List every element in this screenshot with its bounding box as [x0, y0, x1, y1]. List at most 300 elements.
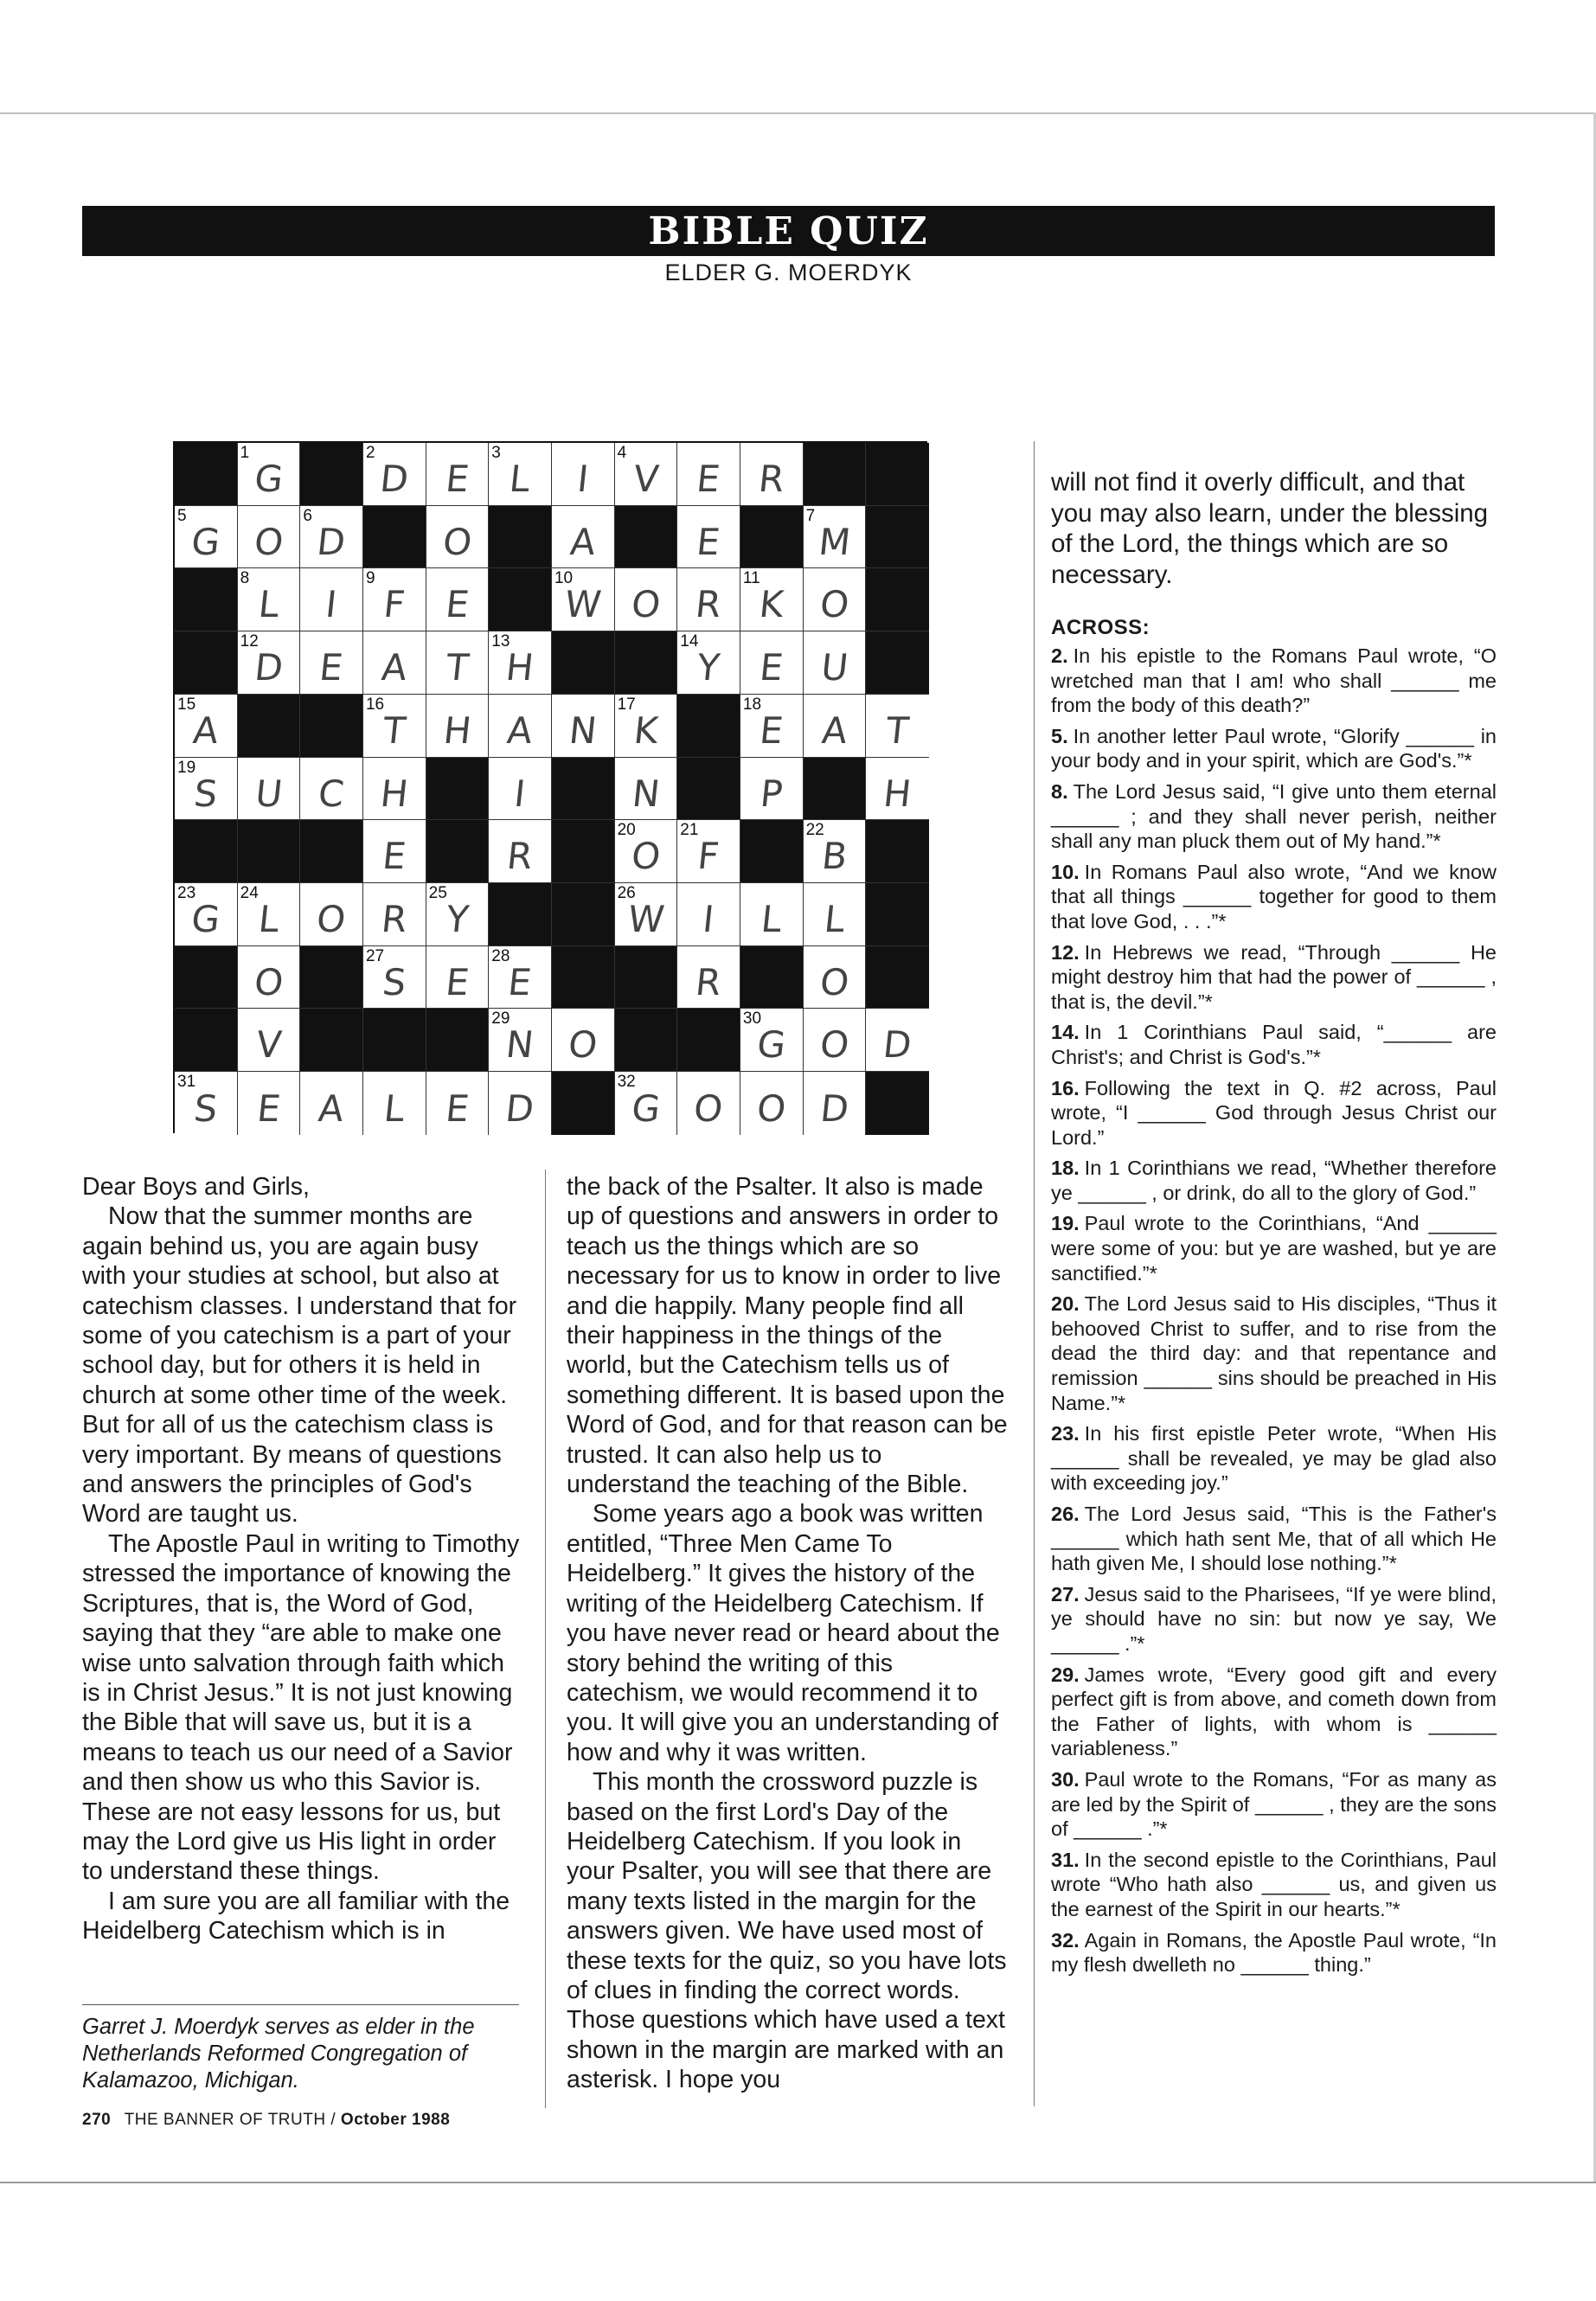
page-title: BIBLE QUIZ [648, 208, 929, 253]
grid-cell-black [175, 443, 238, 506]
grid-cell[interactable] [804, 631, 867, 695]
clue-text: Jesus said to the Pharisees, “If ye were blind, ye should have no sin: but now ye say, We ______ .”* [1051, 1582, 1497, 1655]
handwritten-letter: S [191, 1087, 220, 1131]
grid-cell[interactable] [489, 631, 552, 695]
handwritten-letter: G [629, 1087, 663, 1131]
grid-cell-black [804, 758, 867, 821]
across-clue [1051, 1582, 1497, 1657]
grid-cell[interactable] [677, 568, 740, 631]
grid-cell[interactable] [677, 820, 740, 883]
handwritten-letter: A [819, 709, 849, 753]
handwritten-letter: O [629, 583, 663, 626]
grid-cell[interactable] [552, 1009, 615, 1072]
clue-number: 28 [491, 946, 510, 965]
grid-cell[interactable] [615, 820, 678, 883]
handwritten-letter: O [252, 521, 285, 564]
handwritten-letter: O [754, 1087, 788, 1131]
grid-cell[interactable] [300, 506, 363, 569]
clue-text: The Lord Jesus said, “I give unto them eternal ______ ; and they shall never perish, neither shall any man pluck them out of My hand.”* [1051, 779, 1497, 853]
clue-number: 19. [1051, 1212, 1080, 1235]
grid-cell[interactable] [426, 946, 490, 1009]
grid-cell[interactable] [426, 695, 490, 758]
handwritten-letter: N [630, 772, 662, 815]
grid-cell-black [740, 820, 804, 883]
grid-cell-black [175, 946, 238, 1009]
clue-number: 14. [1051, 1021, 1080, 1044]
grid-cell[interactable] [615, 695, 678, 758]
across-clue [1051, 724, 1497, 773]
issue-date: October 1988 [340, 2111, 451, 2129]
grid-cell-black [866, 883, 929, 946]
grid-cell-black [363, 1009, 426, 1072]
grid-cell[interactable] [552, 443, 615, 506]
handwritten-letter: D [378, 458, 411, 501]
handwritten-letter: V [253, 1023, 284, 1067]
handwritten-letter: L [507, 458, 533, 501]
clue-number: 26 [617, 884, 636, 903]
handwritten-letter: O [315, 898, 349, 941]
note-divider [82, 2004, 519, 2005]
handwritten-letter: E [443, 1087, 471, 1131]
grid-cell-black [426, 820, 490, 883]
across-clue [1051, 1076, 1497, 1150]
grid-cell[interactable] [300, 568, 363, 631]
grid-cell[interactable] [426, 568, 490, 631]
clue-number: 23 [177, 884, 196, 903]
grid-cell-black [866, 631, 929, 695]
grid-cell[interactable] [552, 695, 615, 758]
clue-number: 27. [1051, 1582, 1080, 1606]
grid-cell-black [615, 1009, 678, 1072]
handwritten-letter: G [252, 458, 285, 501]
clue-number: 6 [303, 506, 312, 525]
grid-cell[interactable] [866, 1009, 929, 1072]
clue-text: The Lord Jesus said to His disciples, “Thus it behooved Christ to suffer, and to rise from the dead the third day: and that repentance and remission ______ sins should be preached in His Name.”* [1051, 1292, 1497, 1414]
grid-cell[interactable] [615, 758, 678, 821]
grid-cell[interactable] [426, 1072, 490, 1135]
grid-cell[interactable] [615, 443, 678, 506]
letter-column-middle [567, 1172, 1008, 2095]
handwritten-letter: R [756, 458, 786, 501]
letter-column-left [82, 1172, 523, 1946]
grid-cell[interactable] [740, 631, 804, 695]
page-number: 270 [82, 2111, 112, 2129]
handwritten-letter: U [253, 772, 285, 815]
across-clue [1051, 1421, 1497, 1496]
grid-cell[interactable] [489, 695, 552, 758]
clue-number: 20 [617, 821, 636, 840]
clue-number: 10. [1051, 860, 1080, 883]
handwritten-letter: W [625, 898, 666, 941]
handwritten-letter: O [817, 961, 851, 1004]
clue-number: 8. [1051, 779, 1068, 803]
grid-cell-black [615, 506, 678, 569]
handwritten-letter: K [631, 709, 660, 753]
handwritten-letter: Y [444, 898, 471, 941]
clue-number: 30. [1051, 1767, 1080, 1791]
clue-number: 23. [1051, 1422, 1080, 1445]
across-clue [1051, 1211, 1497, 1285]
handwritten-letter: E [317, 646, 345, 689]
handwritten-letter: G [189, 898, 222, 941]
grid-cell[interactable] [804, 1072, 867, 1135]
grid-cell[interactable] [175, 1072, 238, 1135]
grid-cell[interactable] [363, 443, 426, 506]
handwritten-letter: E [443, 458, 471, 501]
handwritten-letter: E [695, 521, 722, 564]
handwritten-letter: A [379, 646, 409, 689]
clue-number: 12. [1051, 940, 1080, 964]
grid-cell-black [866, 506, 929, 569]
grid-cell[interactable] [866, 758, 929, 821]
handwritten-letter: C [316, 772, 347, 815]
grid-cell[interactable] [740, 695, 804, 758]
clue-number: 10 [554, 569, 574, 588]
grid-cell-black [552, 631, 615, 695]
handwritten-letter: D [817, 1087, 851, 1131]
clue-number: 30 [742, 1009, 762, 1029]
grid-cell[interactable] [804, 568, 867, 631]
handwritten-letter: G [189, 521, 222, 564]
grid-cell[interactable] [300, 758, 363, 821]
grid-cell[interactable] [238, 506, 301, 569]
grid-cell[interactable] [489, 946, 552, 1009]
handwritten-letter: Y [695, 646, 722, 689]
across-clue [1051, 644, 1497, 718]
page-footer [82, 2111, 450, 2130]
grid-cell[interactable] [615, 568, 678, 631]
page-title-bar [82, 206, 1495, 256]
across-clue [1051, 1502, 1497, 1576]
clue-number: 15 [177, 695, 196, 714]
handwritten-letter: M [816, 521, 853, 564]
handwritten-letter: A [505, 709, 535, 753]
grid-cell[interactable] [677, 631, 740, 695]
handwritten-letter: E [695, 458, 722, 501]
clue-number: 17 [617, 695, 636, 714]
grid-cell[interactable] [426, 506, 490, 569]
across-clue [1051, 1020, 1497, 1069]
clue-number: 12 [240, 632, 259, 651]
across-clue [1051, 1156, 1497, 1205]
grid-cell-black [175, 1009, 238, 1072]
grid-cell[interactable] [238, 883, 301, 946]
grid-cell[interactable] [740, 1072, 804, 1135]
grid-cell-black [175, 820, 238, 883]
handwritten-letter: A [567, 521, 598, 564]
grid-cell[interactable] [238, 631, 301, 695]
handwritten-letter: S [191, 772, 220, 815]
handwritten-letter: S [380, 961, 408, 1004]
letter-paragraph: The Apostle Paul in writing to Timothy stressed the importance of knowing the Scriptures, that is, the Word of God, saying that they “are able to make one wise unto salvation through faith which is in Christ Jesus.” It is not just knowing the Bible that will save us, but it is a means to teach us our need of a Savior and then show us who this Savior is. These are not easy lessons for us, but may the Lord give us His light in order to understand these things. [82, 1529, 520, 1886]
handwritten-letter: H [881, 772, 913, 815]
grid-cell[interactable] [363, 946, 426, 1009]
clue-number: 13 [491, 632, 510, 651]
across-clue [1051, 1767, 1497, 1842]
handwritten-letter: H [503, 646, 536, 689]
clue-text: Paul wrote to the Romans, “For as many as are led by the Spirit of ______ , they are the sons of ______ .”* [1051, 1767, 1497, 1841]
grid-cell[interactable] [238, 443, 301, 506]
clues-column [1051, 467, 1497, 1984]
grid-cell[interactable] [363, 758, 426, 821]
grid-cell-black [677, 695, 740, 758]
handwritten-letter: O [691, 1087, 726, 1131]
across-heading: ACROSS: [1051, 616, 1151, 639]
clue-number: 5. [1051, 724, 1068, 747]
clue-number: 21 [680, 821, 699, 840]
clue-number: 22 [805, 821, 824, 840]
grid-cell-black [175, 568, 238, 631]
grid-cell[interactable] [363, 695, 426, 758]
grid-cell[interactable] [363, 568, 426, 631]
clue-number: 24 [240, 884, 259, 903]
grid-cell-black [363, 506, 426, 569]
grid-cell[interactable] [175, 883, 238, 946]
clue-number: 26. [1051, 1503, 1080, 1525]
grid-cell[interactable] [677, 946, 740, 1009]
clue-number: 32. [1051, 1928, 1080, 1952]
letter-paragraph: I am sure you are all familiar with the Heidelberg Catechism which is in [82, 1887, 510, 1945]
grid-cell-black [615, 946, 678, 1009]
column-divider [545, 1170, 546, 2108]
grid-cell-black [866, 568, 929, 631]
handwritten-letter: I [324, 583, 339, 626]
grid-cell[interactable] [489, 820, 552, 883]
across-clue [1051, 1292, 1497, 1415]
grid-cell[interactable] [804, 695, 867, 758]
grid-cell[interactable] [175, 506, 238, 569]
grid-cell-black [552, 1072, 615, 1135]
grid-cell[interactable] [363, 883, 426, 946]
clue-number: 20. [1051, 1292, 1080, 1316]
grid-cell-black [300, 695, 363, 758]
handwritten-letter: B [819, 835, 849, 878]
grid-cell[interactable] [615, 883, 678, 946]
grid-cell[interactable] [740, 758, 804, 821]
across-clue [1051, 1928, 1497, 1977]
grid-cell-black [489, 568, 552, 631]
grid-cell[interactable] [740, 443, 804, 506]
across-clue [1051, 940, 1497, 1015]
clue-text: Again in Romans, the Apostle Paul wrote, “In my flesh dwelleth no ______ thing.” [1051, 1928, 1497, 1977]
grid-cell[interactable] [866, 695, 929, 758]
clue-text: In his epistle to the Romans Paul wrote, “O wretched man that I am! who shall ______ me from the body of this death?” [1051, 644, 1497, 717]
grid-cell[interactable] [238, 946, 301, 1009]
column-divider [1034, 441, 1035, 2106]
clue-number: 25 [428, 884, 447, 903]
clue-number: 7 [805, 506, 816, 525]
clue-number: 16. [1051, 1076, 1080, 1099]
handwritten-letter: L [381, 1087, 407, 1131]
grid-cell[interactable] [615, 1072, 678, 1135]
grid-cell[interactable] [426, 883, 490, 946]
handwritten-letter: L [759, 898, 785, 941]
grid-cell[interactable] [300, 883, 363, 946]
letter-paragraph: Now that the summer months are again behind us, you are again busy with your studies at school, but also at catechism classes. I understand that for some of you catechism is a part of your school day, but for others it is held in church at some other time of the week. But for all of us the catechism class is very important. By means of questions and answers the principles of God's Word are taught us. [82, 1202, 517, 1529]
letter-paragraph: the back of the Psalter. It also is made up of questions and answers in order to teach us the things which are so necessary for us to know in order to live and die happily. Many people find all their happiness in the things of the world, but the Catechism tells us of something different. It is based upon the Word of God, and for that reason can be trusted. It can also help us to understand the teaching of the Bible. [567, 1173, 1008, 1499]
byline: ELDER G. MOERDYK [664, 260, 913, 285]
grid-cell[interactable] [175, 758, 238, 821]
grid-cell[interactable] [489, 443, 552, 506]
grid-cell[interactable] [238, 1009, 301, 1072]
clue-text: In Hebrews we read, “Through ______ He might destroy him that had the power of ______ , that is, the devil.”* [1051, 940, 1497, 1013]
grid-cell[interactable] [552, 506, 615, 569]
grid-cell[interactable] [300, 631, 363, 695]
across-clue [1051, 1848, 1497, 1922]
handwritten-letter: F [381, 583, 407, 626]
grid-cell[interactable] [489, 1072, 552, 1135]
handwritten-letter: I [574, 458, 591, 501]
handwritten-letter: A [190, 709, 221, 753]
clue-number: 11 [742, 569, 760, 588]
grid-cell[interactable] [804, 946, 867, 1009]
grid-cell[interactable] [677, 883, 740, 946]
grid-cell[interactable] [175, 695, 238, 758]
handwritten-letter: E [380, 835, 408, 878]
clue-number: 27 [365, 946, 385, 965]
handwritten-letter: O [252, 961, 285, 1004]
handwritten-letter: E [506, 961, 534, 1004]
grid-cell-black [552, 820, 615, 883]
grid-cell[interactable] [363, 820, 426, 883]
handwritten-letter: R [379, 898, 409, 941]
handwritten-letter: O [629, 835, 663, 878]
clue-text: James wrote, “Every good gift and every perfect gift is from above, and cometh down from the Father of lights, with whom is ______ variableness.” [1051, 1663, 1497, 1760]
grid-cell[interactable] [489, 758, 552, 821]
clue-number: 5 [177, 506, 187, 525]
grid-cell-black [175, 631, 238, 695]
grid-cell-black [300, 820, 363, 883]
letter-paragraph: will not find it overly difficult, and that you may also learn, under the blessing of the Lord, the things which are so necessary. [1051, 468, 1489, 589]
grid-cell[interactable] [804, 1009, 867, 1072]
clue-number: 16 [365, 695, 385, 714]
clue-number: 14 [680, 632, 699, 651]
handwritten-letter: K [757, 583, 786, 626]
clue-number: 8 [240, 569, 250, 588]
handwritten-letter: L [256, 898, 281, 941]
grid-cell[interactable] [677, 1072, 740, 1135]
handwritten-letter: E [443, 583, 471, 626]
grid-cell[interactable] [238, 758, 301, 821]
grid-cell[interactable] [552, 568, 615, 631]
grid-cell-black [238, 820, 301, 883]
grid-cell[interactable] [804, 883, 867, 946]
clue-number: 2. [1051, 644, 1068, 667]
grid-cell-black [300, 443, 363, 506]
across-clue [1051, 779, 1497, 854]
handwritten-letter: I [512, 772, 528, 815]
handwritten-letter: O [817, 1023, 851, 1067]
clue-number: 18 [742, 695, 762, 714]
handwritten-letter: H [378, 772, 411, 815]
handwritten-letter: E [254, 1087, 283, 1131]
clue-number: 29. [1051, 1663, 1080, 1686]
handwritten-letter: L [256, 583, 281, 626]
clue-number: 29 [491, 1009, 510, 1029]
clue-text: Paul wrote to the Corinthians, “And ______ were some of you: but ye are washed, but ye are sanctified.”* [1051, 1212, 1497, 1285]
grid-cell[interactable] [740, 1009, 804, 1072]
clue-text: Following the text in Q. #2 across, Paul wrote, “I ______ God through Jesus Christ our Lord.” [1051, 1076, 1497, 1149]
crossword-grid [173, 441, 927, 1133]
handwritten-letter: O [440, 521, 474, 564]
handwritten-letter: O [566, 1023, 599, 1067]
grid-cell[interactable] [489, 1009, 552, 1072]
grid-cell-black [740, 506, 804, 569]
clue-number: 32 [617, 1073, 636, 1092]
handwritten-letter: R [693, 583, 724, 626]
letter-paragraph: Some years ago a book was written entitled, “Three Men Came To Heidelberg.” It gives the history of the writing of the Heidelberg Catechism. If you have never read or heard about the story behind the writing of this catechism, we would recommend it to you. It will give you an understanding of how and why it was written. [567, 1500, 1000, 1766]
across-clue [1051, 860, 1497, 934]
grid-cell[interactable] [677, 443, 740, 506]
grid-cell[interactable] [300, 1072, 363, 1135]
handwritten-letter: T [381, 709, 408, 753]
grid-cell[interactable] [740, 568, 804, 631]
handwritten-letter: F [695, 835, 721, 878]
grid-cell[interactable] [740, 883, 804, 946]
grid-cell[interactable] [804, 506, 867, 569]
clue-text: In 1 Corinthians Paul said, “______ are Christ's; and Christ is God's.”* [1051, 1021, 1497, 1068]
handwritten-letter: N [567, 709, 599, 753]
clue-number: 2 [365, 444, 375, 462]
clue-text: In 1 Corinthians we read, “Whether therefore ye ______ , or drink, do all to the glory of God.” [1051, 1157, 1497, 1204]
grid-cell-black [489, 883, 552, 946]
grid-cell[interactable] [804, 820, 867, 883]
handwritten-letter: P [758, 772, 785, 815]
clue-text: In his first epistle Peter wrote, “When His ______ shall be revealed, ye may be glad also with exceeding joy.” [1051, 1422, 1497, 1495]
handwritten-letter: E [443, 961, 471, 1004]
grid-cell-black [677, 758, 740, 821]
grid-cell-black [740, 946, 804, 1009]
handwritten-letter: G [754, 1023, 788, 1067]
handwritten-letter: A [317, 1087, 347, 1131]
grid-cell[interactable] [677, 506, 740, 569]
handwritten-letter: T [884, 709, 911, 753]
grid-cell-black [300, 946, 363, 1009]
grid-cell-black [426, 758, 490, 821]
clue-number: 3 [491, 444, 501, 462]
grid-cell[interactable] [238, 568, 301, 631]
grid-cell-black [804, 443, 867, 506]
grid-cell-black [552, 883, 615, 946]
handwritten-letter: L [822, 898, 847, 941]
grid-cell-black [866, 820, 929, 883]
handwritten-letter: D [881, 1023, 914, 1067]
grid-cell-black [615, 631, 678, 695]
clue-number: 4 [617, 444, 627, 462]
clue-number: 9 [365, 569, 375, 588]
handwritten-letter: T [444, 646, 471, 689]
handwritten-letter: D [252, 646, 285, 689]
page-top-rule [0, 112, 1596, 114]
handwritten-letter: E [757, 709, 785, 753]
grid-cell-black [866, 946, 929, 1009]
handwritten-letter: W [562, 583, 604, 626]
grid-cell-black [426, 1009, 490, 1072]
grid-cell[interactable] [363, 631, 426, 695]
grid-cell[interactable] [426, 443, 490, 506]
across-clue [1051, 1663, 1497, 1761]
grid-cell-black [552, 758, 615, 821]
grid-cell-black [866, 1072, 929, 1135]
clue-number: 19 [177, 758, 196, 777]
clue-number: 31 [177, 1073, 196, 1092]
grid-cell[interactable] [238, 1072, 301, 1135]
grid-cell[interactable] [426, 631, 490, 695]
handwritten-letter: U [818, 646, 850, 689]
grid-cell[interactable] [363, 1072, 426, 1135]
handwritten-letter: H [441, 709, 473, 753]
grid-cell-black [552, 946, 615, 1009]
